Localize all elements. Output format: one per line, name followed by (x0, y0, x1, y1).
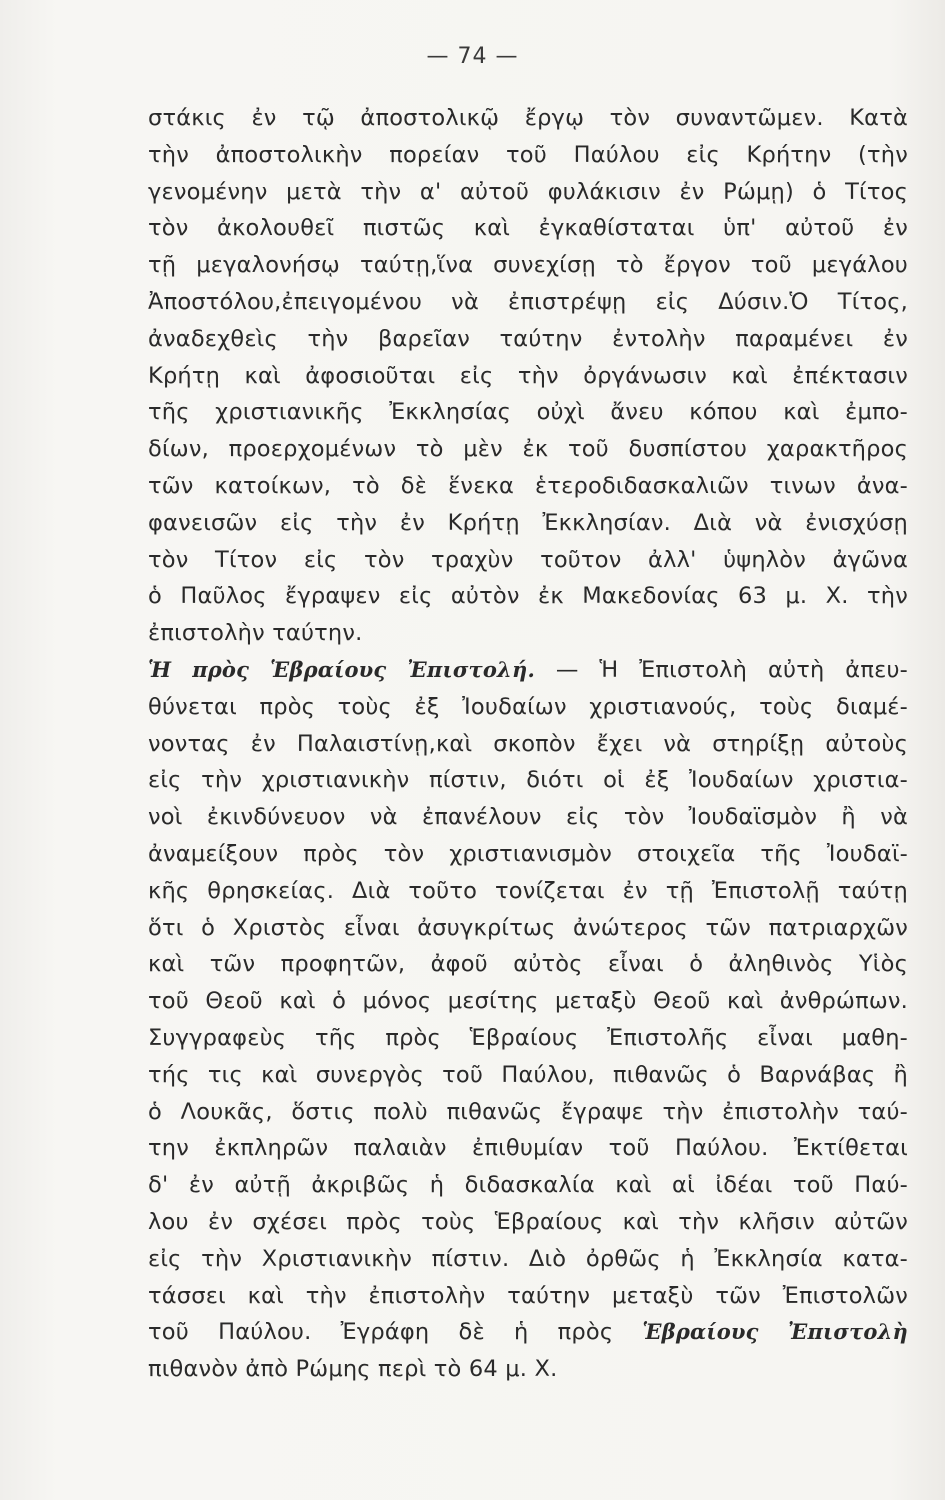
penultimate-line-start: τοῦ Παύλου. Ἐγράφη δὲ ἡ πρὸς (148, 1319, 614, 1346)
text-line: θύνεται πρὸς τοὺς ἐξ Ἰουδαίων χριστιανούς, τοὺς διαμέ- (148, 693, 908, 720)
text-line: δίων, προερχομένων τὸ μὲν ἐκ τοῦ δυσπίστου χαρακτῆρος (148, 436, 908, 463)
text-line: Συγγραφεὺς τῆς πρὸς Ἑβραίους Ἐπιστολῆς εἶναι μαθη- (148, 1024, 908, 1051)
text-line: νοντας ἐν Παλαιστίνῃ,καὶ σκοπὸν ἔχει νὰ στηρίξῃ αὐτοὺς (148, 730, 908, 757)
text-line: εἰς τὴν Χριστιανικὴν πίστιν. Διὸ ὀρθῶς ἡ Ἐκκλησία κατα- (148, 1245, 908, 1272)
text-line: λου ἐν σχέσει πρὸς τοὺς Ἑβραίους καὶ τὴν κλῆσιν αὐτῶν (148, 1208, 908, 1235)
text-line: ἀναμείξουν πρὸς τὸν χριστιανισμὸν στοιχεῖα τῆς Ἰουδαϊ- (148, 840, 908, 867)
text-line: τὸν ἀκολουθεῖ πιστῶς καὶ ἐγκαθίσταται ὑπ' αὐτοῦ ἐν (148, 215, 908, 242)
text-line: Κρήτῃ καὶ ἀφοσιοῦται εἰς τὴν ὀργάνωσιν καὶ ἐπέκτασιν (148, 362, 908, 389)
text-line: εἰς τὴν χριστιανικὴν πίστιν, διότι οἱ ἐξ Ἰουδαίων χριστια- (148, 767, 908, 794)
text-line: ἐπιστολὴν ταύτην. (148, 620, 363, 647)
text-line: τάσσει καὶ τὴν ἐπιστολὴν ταύτην μεταξὺ τῶν Ἐπιστολῶν (148, 1282, 908, 1309)
text-line: ὁ Λουκᾶς, ὅστις πολὺ πιθανῶς ἔγραψε τὴν ἐπιστολὴν ταύ- (148, 1098, 908, 1125)
text-line: δ' ἐν αὐτῇ ἀκριβῶς ἡ διδασκαλία καὶ αἱ ἰδέαι τοῦ Παύ- (148, 1172, 908, 1199)
text-line: καὶ τῶν προφητῶν, ἀφοῦ αὐτὸς εἶναι ὁ ἀληθινὸς Υἱὸς (148, 951, 908, 978)
text-line: τῶν κατοίκων, τὸ δὲ ἕνεκα ἑτεροδιδασκαλιῶν τινων ἀνα- (148, 472, 908, 499)
text-line: τῇ μεγαλονήσῳ ταύτῃ,ἵνα συνεχίσῃ τὸ ἔργον τοῦ μεγάλου (148, 252, 908, 279)
text-line: ὅτι ὁ Χριστὸς εἶναι ἀσυγκρίτως ἀνώτερος τῶν πατριαρχῶν (148, 914, 908, 941)
final-line: πιθανὸν ἀπὸ Ρώμης περὶ τὸ 64 μ. Χ. (148, 1356, 558, 1383)
text-line: τής τις καὶ συνεργὸς τοῦ Παύλου, πιθανῶς ὁ Βαρνάβας ἢ (148, 1061, 908, 1088)
text-line: γενομένην μετὰ τὴν α' αὐτοῦ φυλάκισιν ἐν Ρώμῃ) ὁ Τίτος (148, 178, 908, 205)
text-line: στάκις ἐν τῷ ἀποστολικῷ ἔργῳ τὸν συναντῶμεν. Κατὰ (148, 105, 908, 131)
text-line: Ἀποστόλου,ἐπειγομένου νὰ ἐπιστρέψῃ εἰς Δύσιν.Ὁ Τίτος, (148, 288, 908, 315)
penultimate-bold: Ἑβραίους Ἐπιστολὴ (642, 1319, 908, 1345)
text-line: κῆς θρησκείας. Διὰ τοῦτο τονίζεται ἐν τῇ Ἐπιστολῇ ταύτῃ (148, 877, 908, 904)
text-line: τὸν Τίτον εἰς τὸν τραχὺν τοῦτον ἀλλ' ὑψηλὸν ἀγῶνα (148, 546, 908, 573)
text-line: νοὶ ἐκινδύνευον νὰ ἐπανέλουν εἰς τὸν Ἰουδαϊσμὸν ἢ νὰ (148, 804, 908, 831)
section-first-line-rest: — Ἡ Ἐπιστολὴ αὐτὴ ἀπευ- (555, 656, 908, 683)
penultimate-line (148, 1314, 908, 1351)
text-line: φανεισῶν εἰς τὴν ἐν Κρήτῃ Ἐκκλησίαν. Διὰ νὰ ἐνισχύσῃ (148, 509, 908, 536)
text-line: ἀναδεχθεὶς τὴν βαρεῖαν ταύτην ἐντολὴν παραμένει ἐν (148, 325, 908, 352)
text-line: τοῦ Θεοῦ καὶ ὁ μόνος μεσίτης μεταξὺ Θεοῦ καὶ ἀνθρώπων. (148, 988, 908, 1015)
text-line: ὁ Παῦλος ἔγραψεν εἰς αὐτὸν ἐκ Μακεδονίας 63 μ. Χ. τὴν (148, 583, 908, 610)
body-text (148, 100, 908, 1388)
section-heading-line (148, 652, 908, 689)
page-number: — 74 — (426, 44, 519, 69)
section-title: Ἡ πρὸς Ἑβραίους Ἐπιστολή. (148, 656, 535, 682)
text-line: τὴν ἀποστολικὴν πορείαν τοῦ Παύλου εἰς Κρήτην (τὴν (148, 141, 908, 168)
text-line: την ἐκπληρῶν παλαιὰν ἐπιθυμίαν τοῦ Παύλου. Ἐκτίθεται (148, 1135, 908, 1162)
text-line: τῆς χριστιανικῆς Ἐκκλησίας οὐχὶ ἄνευ κόπου καὶ ἐμπο- (148, 399, 908, 426)
